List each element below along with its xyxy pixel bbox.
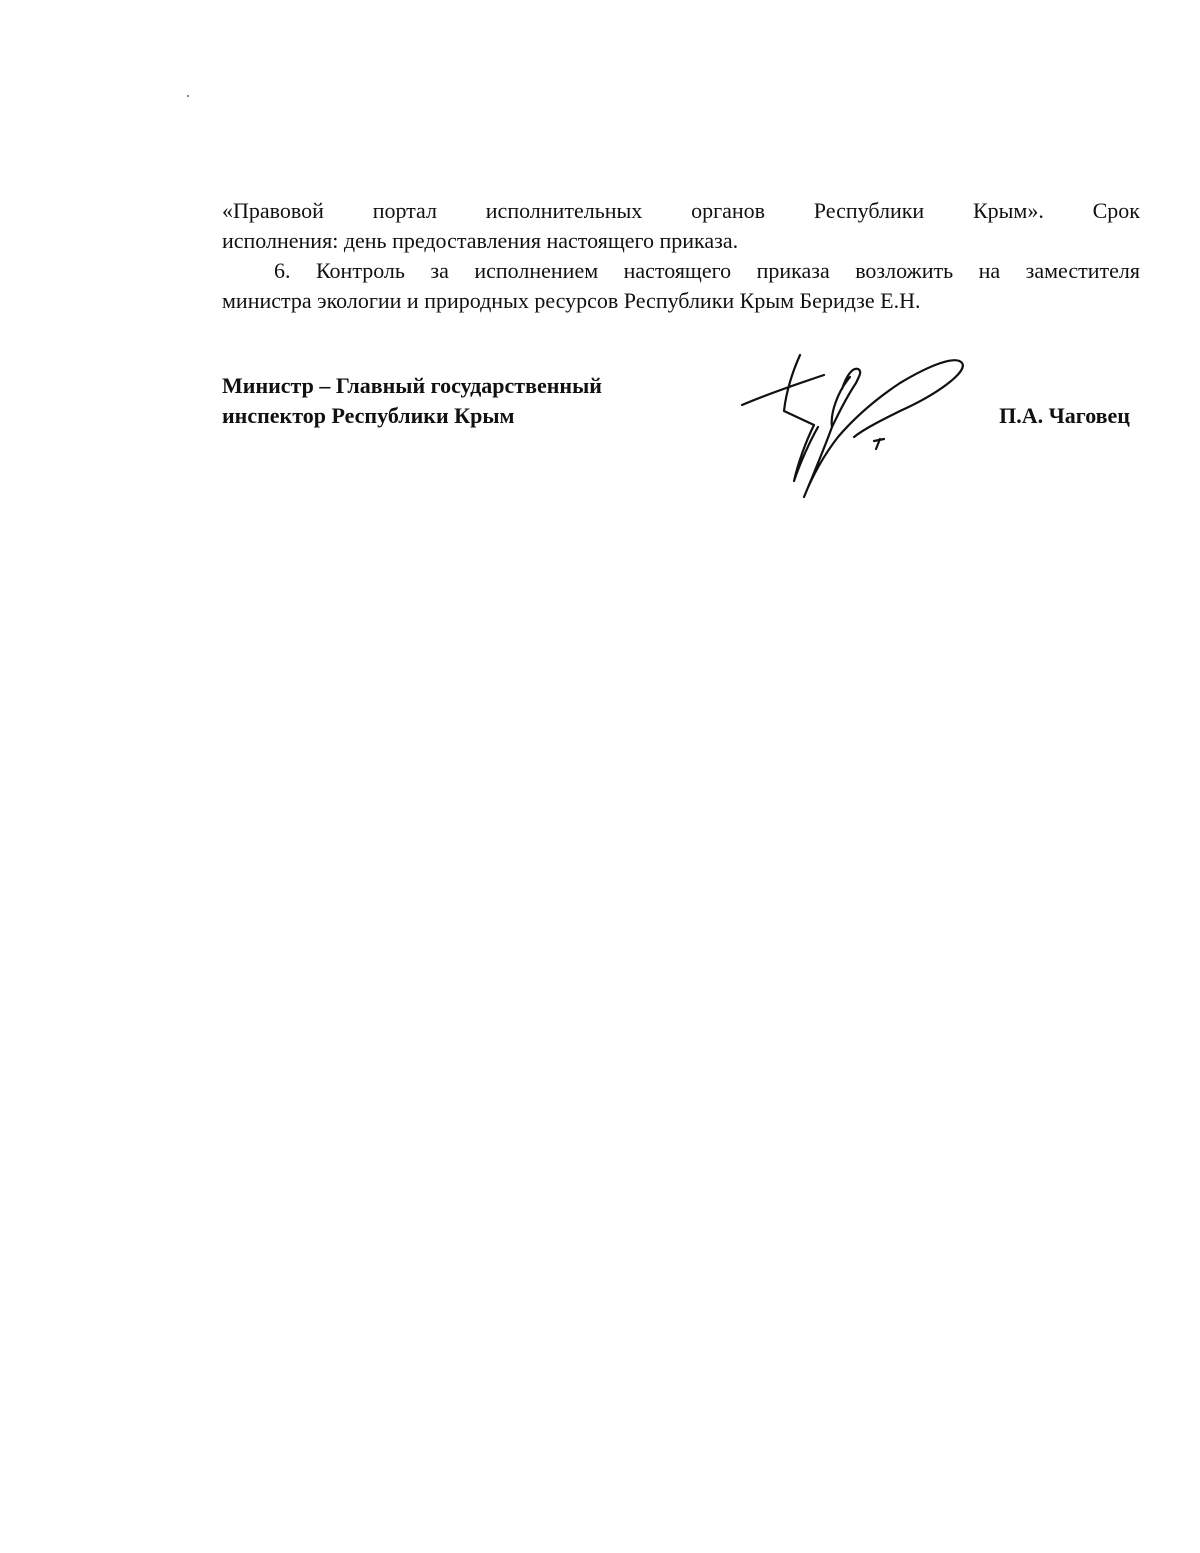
paragraph-6-line-2: министра экологии и природных ресурсов Республики Крым Беридзе Е.Н. — [222, 288, 921, 313]
paragraph-continuation-line-1: «Правовой портал исполнительных органов Республики Крым». Срок — [222, 198, 1140, 223]
signatory-title-line-1: Министр – Главный государственный — [222, 373, 602, 398]
signatory-title — [222, 371, 602, 431]
signatory-name: П.А. Чаговец — [999, 403, 1130, 428]
signatory-title-line-2: инспектор Республики Крым — [222, 403, 515, 428]
paragraph-6-line-1: 6. Контроль за исполнением настоящего приказа возложить на заместителя — [274, 258, 1140, 283]
scan-speck — [187, 95, 189, 97]
signature-block — [222, 371, 1140, 511]
body-text — [222, 196, 1140, 316]
handwritten-signature — [740, 353, 970, 503]
paragraph-continuation-line-2: исполнения: день предоставления настоящего приказа. — [222, 228, 739, 253]
